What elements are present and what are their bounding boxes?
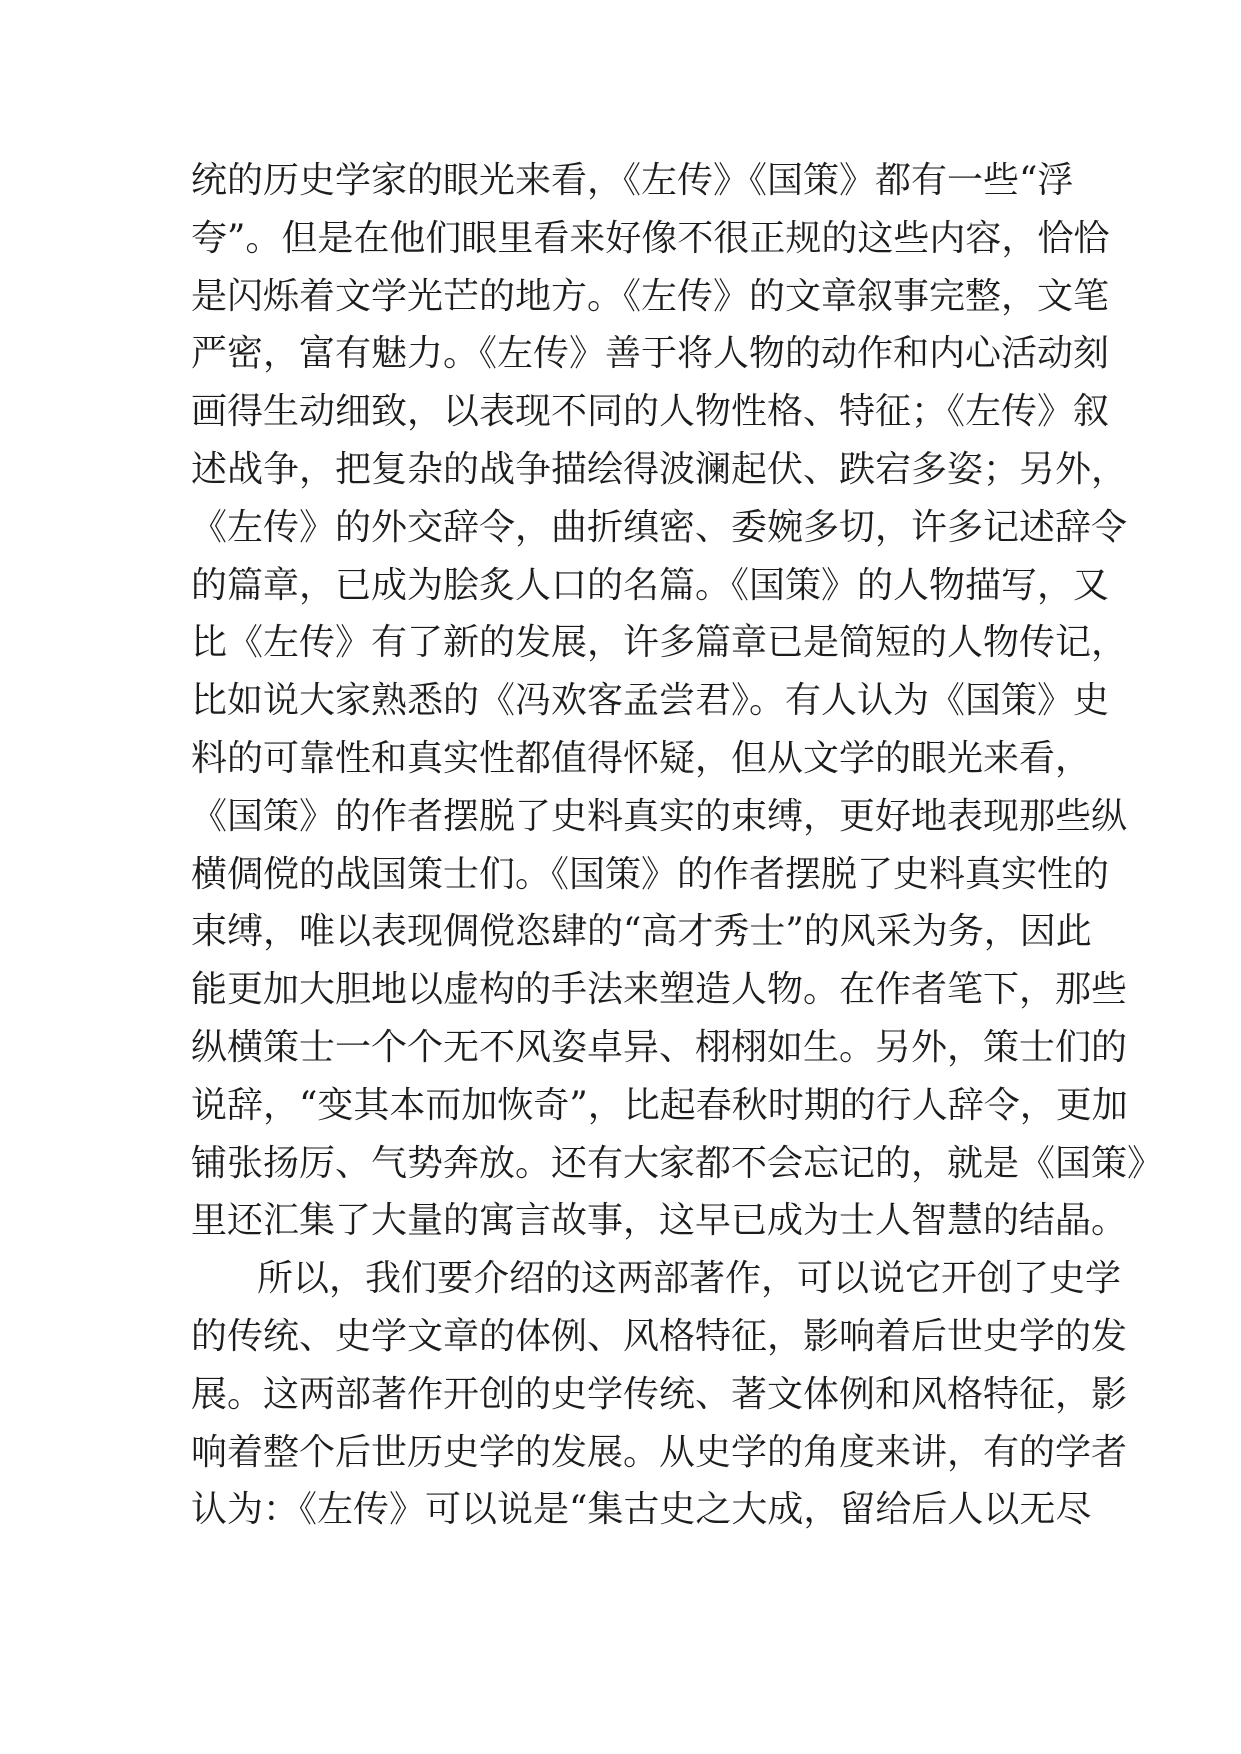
- text-line-5: 画得生动细致，以表现不同的人物性格、特征；《左传》叙: [191, 391, 1110, 433]
- text-line-16: 纵横策士一个个无不风姿卓异、栩栩如生。另外，策士们的: [191, 1026, 1128, 1068]
- text-line-2: 夸”。但是在他们眼里看来好像不很正规的这些内容，恰恰: [191, 217, 1110, 259]
- text-line-14: 束缚，唯以表现倜傥恣肆的“高才秀士”的风采为务，因此: [191, 911, 1092, 953]
- text-line-12: 《国策》的作者摆脱了史料真实的束缚，更好地表现那些纵: [191, 795, 1128, 837]
- text-line-24: 认为：《左传》可以说是“集古史之大成，留给后人以无尽: [191, 1489, 1092, 1531]
- text-line-21: 的传统、史学文章的体例、风格特征，影响着后世史学的发: [191, 1315, 1128, 1357]
- text-line-10: 比如说大家熟悉的《冯欢客孟尝君》。有人认为《国策》史: [191, 680, 1110, 722]
- text-line-9: 比《左传》有了新的发展，许多篇章已是简短的人物传记，: [191, 622, 1128, 664]
- text-line-20: 所以，我们要介绍的这两部著作，可以说它开创了史学: [257, 1258, 1122, 1300]
- text-line-15: 能更加大胆地以虚构的手法来塑造人物。在作者笔下，那些: [191, 969, 1128, 1011]
- text-line-18: 铺张扬厉、气势奔放。还有大家都不会忘记的，就是《国策》: [191, 1142, 1164, 1184]
- text-line-4: 严密，富有魅力。《左传》善于将人物的动作和内心活动刻: [191, 333, 1110, 375]
- text-line-1: 统的历史学家的眼光来看，《左传》《国策》都有一些“浮: [191, 160, 1074, 201]
- text-line-6: 述战争，把复杂的战争描绘得波澜起伏、跌宕多姿；另外，: [191, 448, 1128, 490]
- text-line-8: 的篇章，已成为脍炙人口的名篇。《国策》的人物描写，又: [191, 564, 1110, 606]
- body-text: [191, 152, 1164, 1539]
- text-line-11: 料的可靠性和真实性都值得怀疑，但从文学的眼光来看，: [191, 737, 1092, 779]
- text-line-13: 横倜傥的战国策士们。《国策》的作者摆脱了史料真实性的: [191, 853, 1110, 895]
- text-line-23: 响着整个后世历史学的发展。从史学的角度来讲，有的学者: [191, 1431, 1128, 1473]
- text-line-7: 《左传》的外交辞令，曲折缜密、委婉多切，许多记述辞令: [191, 506, 1128, 548]
- text-line-3: 是闪烁着文学光芒的地方。《左传》的文章叙事完整，文笔: [191, 275, 1110, 317]
- text-line-19: 里还汇集了大量的寓言故事，这早已成为士人智慧的结晶。: [191, 1200, 1128, 1242]
- text-line-17: 说辞，“变其本而加恢奇”，比起春秋时期的行人辞令，更加: [191, 1084, 1128, 1126]
- text-line-22: 展。这两部著作开创的史学传统、著文体例和风格特征，影: [191, 1373, 1128, 1415]
